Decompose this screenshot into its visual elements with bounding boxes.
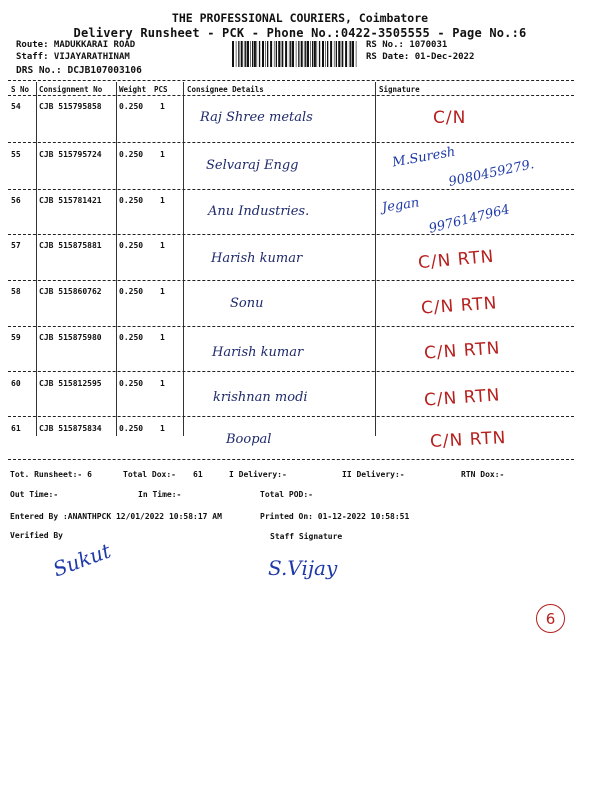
barcode-bar [259, 41, 260, 67]
barcode-bar [330, 41, 332, 67]
row-signature: Jegan [381, 195, 421, 216]
total-runsheet: Tot. Runsheet:- 6 [10, 470, 92, 479]
row-sno: 61 [11, 424, 21, 433]
barcode-bar [232, 41, 234, 67]
row-separator [8, 371, 574, 372]
barcode-bar [296, 41, 297, 67]
barcode-bar [312, 41, 313, 67]
row-sno: 56 [11, 196, 21, 205]
row-signature: C/N RTN [423, 338, 502, 364]
barcode-bar [342, 41, 343, 67]
barcode-bar [245, 41, 246, 67]
barcode-bar [301, 41, 303, 67]
barcode-bar [292, 41, 294, 67]
barcode-bar [317, 41, 318, 67]
barcode-bar [345, 41, 347, 67]
barcode-bar [236, 41, 237, 67]
barcode-bar [341, 41, 342, 67]
barcode-bar [327, 41, 328, 67]
row-signature: C/N RTN [417, 246, 496, 274]
row-signature-phone: 9976147964 [427, 202, 512, 237]
table-top-rule [8, 80, 574, 81]
staff-label: Staff: VIJAYARATHINAM [16, 52, 130, 62]
barcode-bar [356, 41, 357, 67]
barcode-bar [281, 41, 282, 67]
barcode-bar [314, 41, 316, 67]
route-label: Route: MADUKKARAI ROAD [16, 40, 136, 50]
row-signature: C/N [433, 108, 467, 128]
row-consignment-no: CJB 515812595 [39, 379, 102, 388]
row-consignee: Boopal [226, 432, 272, 447]
row-sno: 58 [11, 287, 21, 296]
barcode-bar [289, 41, 290, 67]
header-bottom-rule [8, 95, 574, 96]
barcode-bar [352, 41, 354, 67]
table-bottom-rule [8, 459, 574, 460]
total-dox-value: 61 [193, 470, 203, 479]
row-pcs: 1 [160, 424, 165, 433]
total-dox-label: Total Dox:- [123, 470, 176, 479]
barcode-bar [325, 41, 326, 67]
barcode-bar [338, 41, 340, 67]
row-consignment-no: CJB 515875980 [39, 333, 102, 342]
row-consignee: krishnan modi [213, 390, 308, 405]
barcode-bar [244, 41, 245, 67]
barcode-bar [336, 41, 337, 67]
barcode-bar [270, 41, 272, 67]
row-weight: 0.250 [119, 333, 144, 342]
barcode-bar [252, 41, 253, 67]
runsheet-title: Delivery Runsheet - PCK - Phone No.:0422-3505555 - Page No.:6 [73, 26, 527, 40]
row-consignee: Selvaraj Engg [206, 158, 299, 173]
row-separator [8, 189, 574, 190]
row-consignee: Harish kumar [212, 345, 304, 360]
page-number-mark: 6 [545, 609, 556, 628]
row-weight: 0.250 [119, 150, 144, 159]
row-consignment-no: CJB 515875881 [39, 241, 102, 250]
col-header-consignee: Consignee Details [187, 85, 264, 94]
barcode-bar [305, 41, 306, 67]
row-separator [8, 416, 574, 417]
barcode-bar [278, 41, 280, 67]
row-pcs: 1 [160, 241, 165, 250]
in-time: In Time:- [138, 490, 182, 499]
row-separator [8, 326, 574, 327]
row-weight: 0.250 [119, 196, 144, 205]
row-separator [8, 234, 574, 235]
verified-signature: Sukut [49, 538, 114, 582]
staff-handwritten-signature: S.Vijay [268, 556, 338, 580]
row-weight: 0.250 [119, 379, 144, 388]
ii-delivery: II Delivery:- [342, 470, 405, 479]
row-sno: 55 [11, 150, 21, 159]
total-pod: Total POD:- [260, 490, 313, 499]
staff-signature-label: Staff Signature [270, 532, 343, 541]
row-pcs: 1 [160, 333, 165, 342]
row-separator [8, 280, 574, 281]
row-sno: 57 [11, 241, 21, 250]
barcode-bar [334, 41, 335, 67]
barcode-bar [304, 41, 305, 67]
drs-number: DRS No.: DCJB107003106 [16, 65, 142, 76]
col-header-sno: S No [11, 85, 30, 94]
row-sno: 59 [11, 333, 21, 342]
row-consignment-no: CJB 515875834 [39, 424, 102, 433]
entered-by: Entered By :ANANTHPCK 12/01/2022 10:58:17 AM [10, 512, 222, 521]
row-sno: 60 [11, 379, 21, 388]
i-delivery: I Delivery:- [229, 470, 287, 479]
col-header-weight: Weight [119, 85, 147, 94]
out-time: Out Time:- [10, 490, 59, 499]
row-signature-phone: 9080459279. [447, 157, 536, 190]
row-signature: M.Suresh [391, 144, 457, 171]
barcode-bar [267, 41, 268, 67]
barcode-bar [238, 41, 239, 67]
barcode-bar [350, 41, 351, 67]
row-signature: C/N RTN [420, 293, 499, 319]
barcode-bar [247, 41, 249, 67]
barcode-bar [298, 41, 299, 67]
page-number-circle [536, 604, 565, 633]
row-weight: 0.250 [119, 424, 144, 433]
barcode-bar [322, 41, 324, 67]
row-pcs: 1 [160, 196, 165, 205]
row-separator [8, 142, 574, 143]
barcode-image [232, 41, 360, 67]
barcode-bar [250, 41, 251, 67]
row-consignee: Anu Industries. [208, 204, 310, 219]
row-consignee: Sonu [230, 296, 264, 311]
row-consignee: Raj Shree metals [200, 110, 313, 125]
rs-number: RS No.: 1070031 [366, 40, 448, 50]
barcode-bar [274, 41, 275, 67]
barcode-bar [254, 41, 256, 67]
row-consignment-no: CJB 515860762 [39, 287, 102, 296]
row-signature: C/N RTN [429, 428, 507, 452]
col-header-pcs: PCS [154, 85, 168, 94]
row-pcs: 1 [160, 379, 165, 388]
row-weight: 0.250 [119, 102, 144, 111]
rtn-dox: RTN Dox:- [461, 470, 505, 479]
barcode-bar [276, 41, 277, 67]
barcode-bar [285, 41, 287, 67]
printed-on: Printed On: 01-12-2022 10:58:51 [260, 512, 410, 521]
barcode-bar [265, 41, 266, 67]
column-divider [116, 82, 117, 436]
row-consignment-no: CJB 515781421 [39, 196, 102, 205]
rs-date: RS Date: 01-Dec-2022 [366, 52, 475, 62]
barcode-bar [290, 41, 291, 67]
col-header-signature: Signature [379, 85, 420, 94]
row-pcs: 1 [160, 287, 165, 296]
row-consignment-no: CJB 515795858 [39, 102, 102, 111]
row-signature: C/N RTN [423, 385, 502, 411]
barcode-bar [257, 41, 258, 67]
col-header-consignment: Consignment No [39, 85, 103, 94]
barcode-bar [310, 41, 311, 67]
verified-by-label: Verified By [10, 531, 63, 540]
row-pcs: 1 [160, 150, 165, 159]
barcode-bar [241, 41, 243, 67]
barcode-bar [349, 41, 350, 67]
row-weight: 0.250 [119, 241, 144, 250]
column-divider [36, 82, 37, 436]
row-consignment-no: CJB 515795724 [39, 150, 102, 159]
barcode-bar [262, 41, 264, 67]
barcode-bar [307, 41, 309, 67]
row-consignee: Harish kumar [211, 251, 303, 266]
company-name: THE PROFESSIONAL COURIERS, Coimbatore [171, 11, 429, 25]
barcode-bar [319, 41, 320, 67]
barcode-bar [282, 41, 283, 67]
column-divider [183, 82, 184, 436]
row-weight: 0.250 [119, 287, 144, 296]
row-pcs: 1 [160, 102, 165, 111]
row-sno: 54 [11, 102, 21, 111]
column-divider [375, 82, 376, 436]
